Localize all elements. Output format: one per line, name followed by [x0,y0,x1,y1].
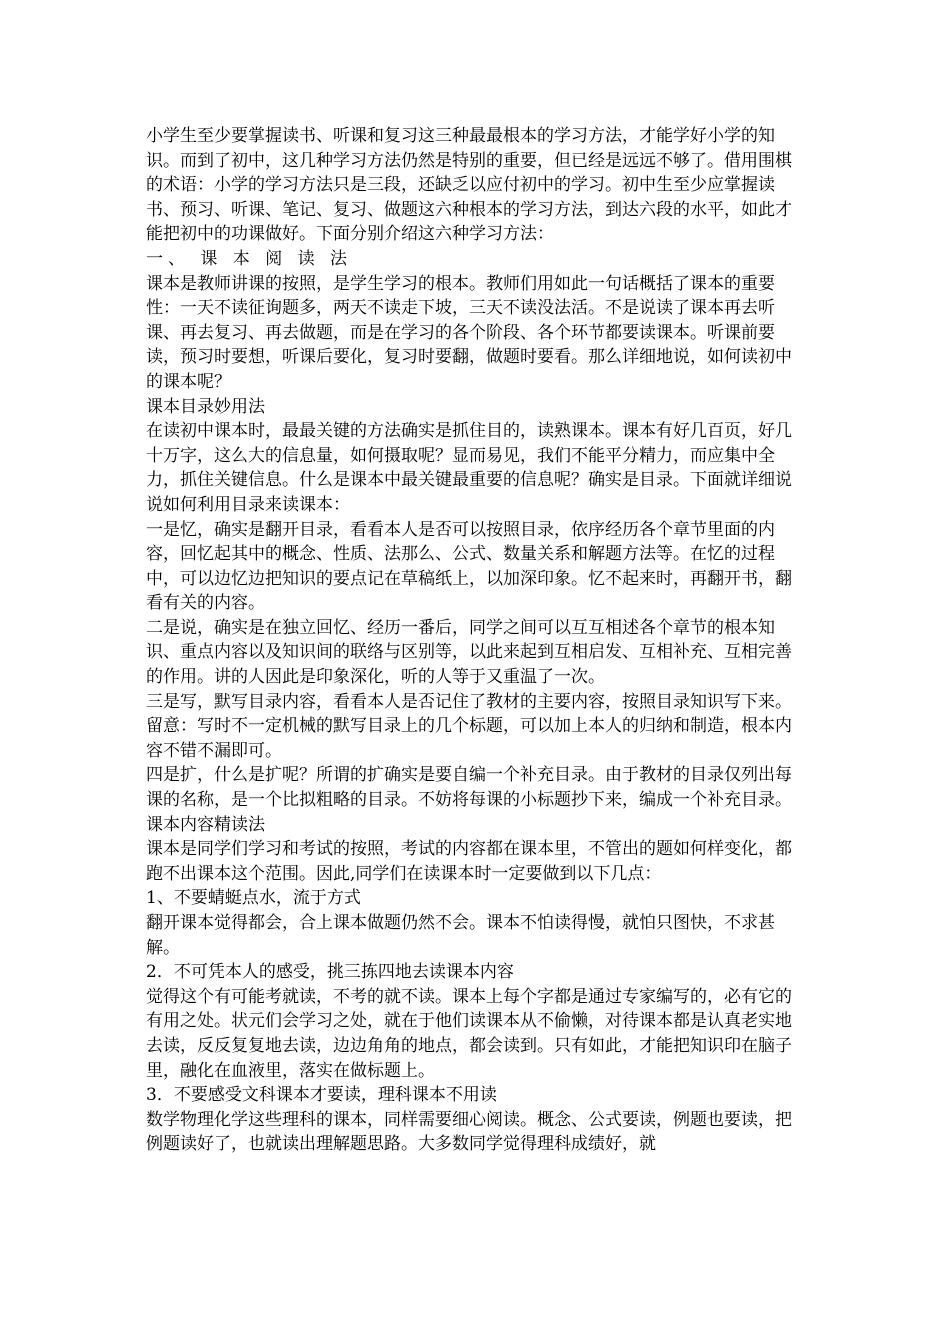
point-1-paragraph: 翻开课本觉得都会，合上课本做题仍然不会。课本不怕读得慢，就怕只图快，不求甚解。 [146,913,775,958]
textbook-importance-paragraph: 课本是教师讲课的按照，是学生学习的根本。教师们用如此一句话概括了课本的重要性：一天不读征询题多，两天不读走下坡，三天不读没法活。不是说读了课本再去听课、再去复习、再去做题，而是在学习的各个阶段、各个环节都要读课本。听课前要读，预习时要想，听课后要化，复习时要翻，做题时要看。那么详细地说，如何读初中的课本呢？ [146,273,792,392]
intensive-intro-paragraph: 课本是同学们学习和考试的按照，考试的内容都在课本里，不管出的题如何样变化，都跑不出课本这个范围。因此,同学们在读课本时一定要做到以下几点： [146,839,792,884]
toc-write-paragraph: 三是写，默写目录内容，看看本人是否记住了教材的主要内容，按照目录知识写下来。留意：写时不一定机械的默写目录上的几个标题，可以加上本人的归纳和制造，根本内容不错不漏即可。 [146,691,792,761]
point-2-paragraph: 觉得这个有可能考就读，不考的就不读。课本上每个字都是通过专家编写的，必有它的有用之处。状元们会学习之处，就在于他们读课本从不偷懒，对待课本都是认真老实地去读，反反复复地去读，边边角角的地点，都会读到。只有如此，才能把知识印在脑子里，融化在血液里，落实在做标题上。 [146,986,792,1081]
section-heading-textbook-reading: 一、 课 本 阅 读 法 [146,248,353,269]
point-1-heading: 1、不要蜻蜓点水，流于方式 [146,888,361,909]
toc-speak-paragraph: 二是说，确实是在独立回忆、经历一番后，同学之间可以互互相述各个章节的根本知识、重点内容以及知识间的联络与区别等，以此来起到互相启发、互相补充、互相完善的作用。讲的人因此是印象深化，听的人等于又重温了一次。 [146,617,792,688]
point-3-paragraph: 数学物理化学这些理科的课本，同样需要细心阅读。概念、公式要读，例题也要读，把例题读好了，也就读出理解题思路。大多数同学觉得理科成绩好，就 [146,1109,792,1155]
document-body [146,124,806,1157]
toc-intro-paragraph: 在读初中课本时，最最关键的方法确实是抓住目的，读熟课本。课本有好几百页，好几十万字，这么大的信息量，如何摄取呢？显而易见，我们不能平分精力，而应集中全力，抓住关键信息。什么是课本中最关键最重要的信息呢？确实是目录。下面就详细说说如何利用目录来读课本： [146,421,792,515]
point-3-heading: 3．不要感受文科课本才要读，理科课本不用读 [146,1085,497,1106]
toc-recall-paragraph: 一是忆，确实是翻开目录，看看本人是否可以按照目录，依序经历各个章节里面的内容，回忆起其中的概念、性质、法那么、公式、数量关系和解题方法等。在忆的过程中，可以边忆边把知识的要点记在草稿纸上，以加深印象。忆不起来时，再翻开书，翻看有关的内容。 [146,519,792,614]
point-2-heading: 2．不可凭本人的感受，挑三拣四地去读课本内容 [146,962,514,983]
subheading-table-of-contents: 课本目录妙用法 [146,396,265,417]
intro-paragraph: 小学生至少要掌握读书、听课和复习这三种最最根本的学习方法，才能学好小学的知识。而到了初中，这几种学习方法仍然是特别的重要，但已经是远远不够了。借用围棋的术语：小学的学习方法只是三段，还缺乏以应付初中的学习。初中生至少应掌握读书、预习、听课、笔记、复习、做题这六种根本的学习方法，到达六段的水平，如此才能把初中的功课做好。下面分别介绍这六种学习方法： [146,126,792,245]
toc-expand-paragraph: 四是扩，什么是扩呢？所谓的扩确实是要自编一个补充目录。由于教材的目录仅列出每课的名称，是一个比拟粗略的目录。不妨将每课的小标题抄下来，编成一个补充目录。 [146,765,792,811]
subheading-intensive-reading: 课本内容精读法 [146,814,265,835]
